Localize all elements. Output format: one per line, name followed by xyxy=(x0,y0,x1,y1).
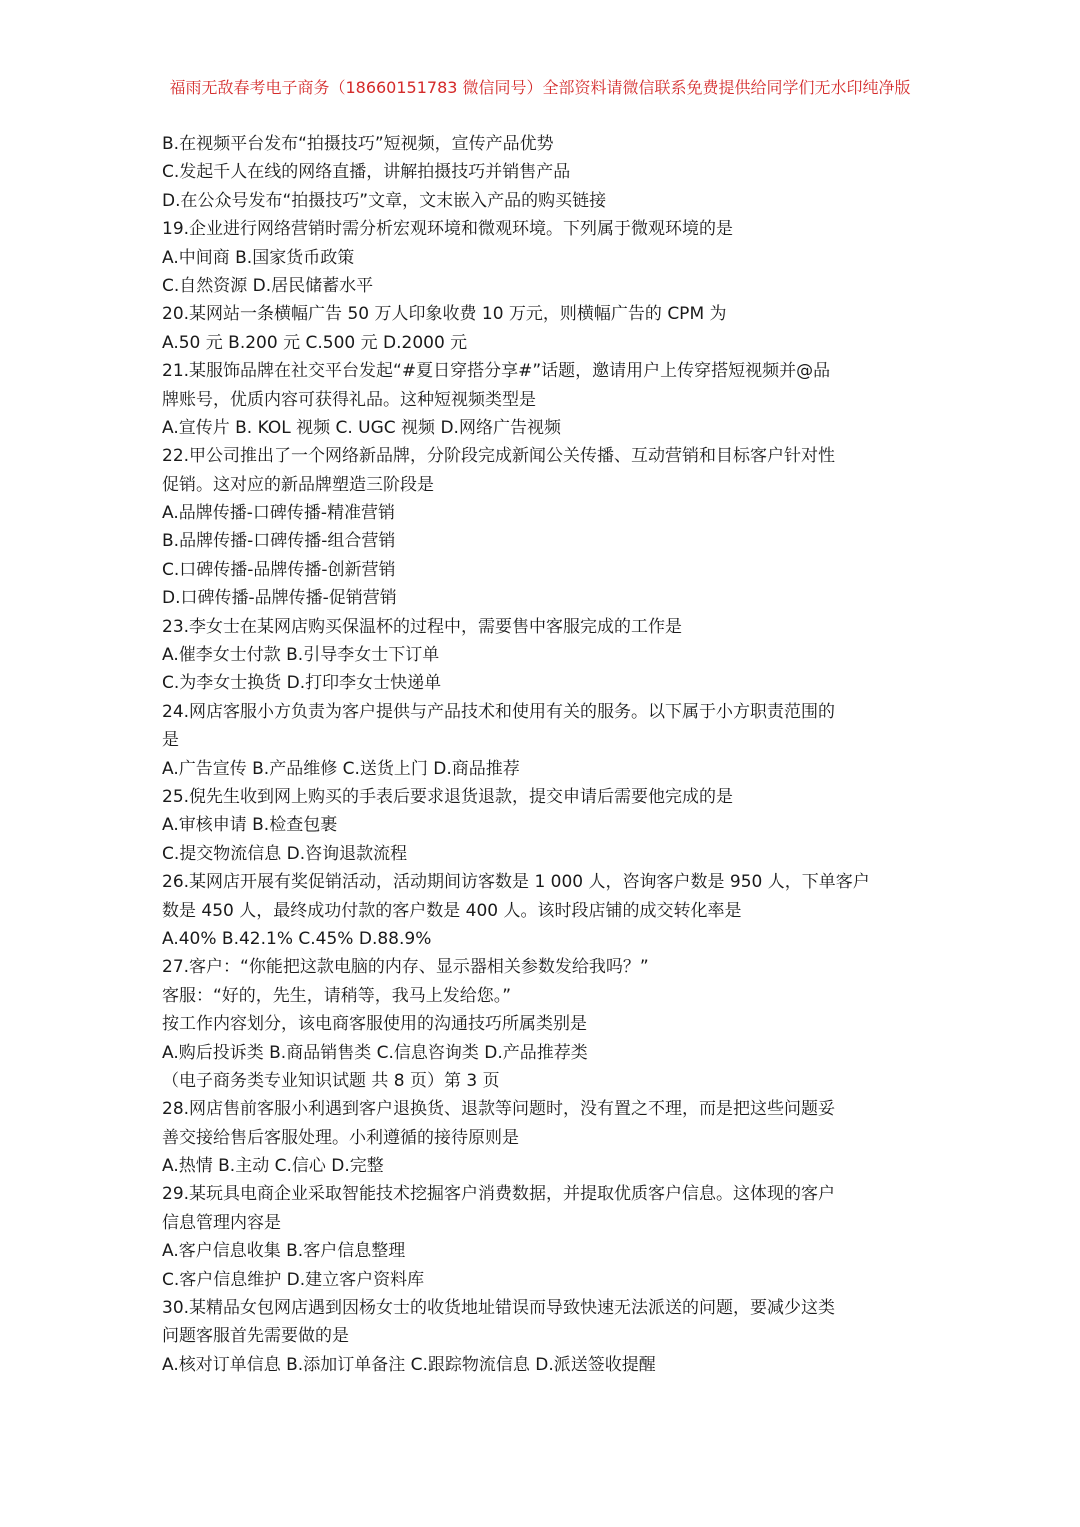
text-line: 善交接给售后客服处理。小利遵循的接待原则是 xyxy=(162,1127,519,1148)
text-line: 24.网店客服小方负责为客户提供与产品技术和使用有关的服务。以下属于小方职责范围的 xyxy=(162,701,836,722)
text-line: B.品牌传播-口碑传播-组合营销 xyxy=(162,531,396,552)
watermark-header: 福雨无敌春考电子商务（18660151783 微信同号）全部资料请微信联系免费提供给同学们无水印纯净版 xyxy=(169,78,911,97)
text-line: B.在视频平台发布“拍摄技巧”短视频，宣传产品优势 xyxy=(162,134,554,154)
text-line: 20.某网站一条横幅广告 50 万人印象收费 10 万元，则横幅广告的 CPM 为 xyxy=(162,304,727,325)
text-line: 按工作内容划分，该电商客服使用的沟通技巧所属类别是 xyxy=(162,1014,587,1035)
text-line: A.核对订单信息 B.添加订单备注 C.跟踪物流信息 D.派送签收提醒 xyxy=(162,1354,656,1375)
text-line: 19.企业进行网络营销时需分析宏观环境和微观环境。下列属于微观环境的是 xyxy=(162,219,734,240)
text-line: 26.某网店开展有奖促销活动，活动期间访客数是 1 000 人，咨询客户数是 950 人，下单客户 xyxy=(162,872,870,893)
text-line: C.为李女士换货 D.打印李女士快递单 xyxy=(162,673,442,694)
text-line: D.口碑传播-品牌传播-促销营销 xyxy=(162,588,397,609)
text-line: C.提交物流信息 D.咨询退款流程 xyxy=(162,843,408,864)
text-line: 25.倪先生收到网上购买的手表后要求退货退款，提交申请后需要他完成的是 xyxy=(162,786,734,807)
text-line: A.宣传片 B. KOL 视频 C. UGC 视频 D.网络广告视频 xyxy=(162,417,561,438)
text-line: 问题客服首先需要做的是 xyxy=(162,1326,349,1347)
text-line: 是 xyxy=(162,730,179,751)
text-line: A.中间商 B.国家货币政策 xyxy=(162,247,355,268)
text-line: A.审核申请 B.检查包裹 xyxy=(162,815,338,836)
text-line: C.口碑传播-品牌传播-创新营销 xyxy=(162,559,396,580)
text-line: 30.某精品女包网店遇到因杨女士的收货地址错误而导致快速无法派送的问题，要减少这类 xyxy=(162,1298,836,1319)
text-line: 牌账号，优质内容可获得礼品。这种短视频类型是 xyxy=(162,389,536,410)
text-line: A.催李女士付款 B.引导李女士下订单 xyxy=(162,645,440,666)
text-line: A.广告宣传 B.产品维修 C.送货上门 D.商品推荐 xyxy=(162,758,520,779)
text-line: 数是 450 人，最终成功付款的客户数是 400 人。该时段店铺的成交转化率是 xyxy=(162,900,742,921)
text-line: 21.某服饰品牌在社交平台发起“#夏日穿搭分享#”话题，邀请用户上传穿搭短视频并@品 xyxy=(162,361,831,382)
text-line: C.自然资源 D.居民储蓄水平 xyxy=(162,275,374,296)
text-line: A.购后投诉类 B.商品销售类 C.信息咨询类 D.产品推荐类 xyxy=(162,1042,588,1063)
text-line: D.在公众号发布“拍摄技巧”文章，文末嵌入产品的购买链接 xyxy=(162,190,607,211)
text-line: A.50 元 B.200 元 C.500 元 D.2000 元 xyxy=(162,332,468,353)
text-line: （电子商务类专业知识试题 共 8 页）第 3 页 xyxy=(162,1070,500,1091)
text-line: 22.甲公司推出了一个网络新品牌，分阶段完成新闻公关传播、互动营销和目标客户针对性 xyxy=(162,446,836,467)
text-line: 客服：“好的，先生，请稍等，我马上发给您。” xyxy=(162,985,512,1006)
text-line: A.客户信息收集 B.客户信息整理 xyxy=(162,1241,406,1262)
text-line: 信息管理内容是 xyxy=(162,1212,281,1233)
text-line: A.热情 B.主动 C.信心 D.完整 xyxy=(162,1156,384,1177)
text-line: A.40% B.42.1% C.45% D.88.9% xyxy=(162,928,432,949)
text-line: 27.客户：“你能把这款电脑的内存、显示器相关参数发给我吗？” xyxy=(162,957,649,978)
text-line: 29.某玩具电商企业采取智能技术挖掘客户消费数据，并提取优质客户信息。这体现的客户 xyxy=(162,1184,836,1205)
text-line: 28.网店售前客服小利遇到客户退换货、退款等问题时，没有置之不理，而是把这些问题妥 xyxy=(162,1099,836,1120)
text-line: 促销。这对应的新品牌塑造三阶段是 xyxy=(162,474,434,495)
text-line: 23.李女士在某网店购买保温杯的过程中，需要售中客服完成的工作是 xyxy=(162,616,683,637)
text-line: C.客户信息维护 D.建立客户资料库 xyxy=(162,1269,425,1290)
text-line: A.品牌传播-口碑传播-精准营销 xyxy=(162,503,396,524)
question-content xyxy=(162,130,922,1379)
text-line: C.发起千人在线的网络直播，讲解拍摄技巧并销售产品 xyxy=(162,162,571,183)
